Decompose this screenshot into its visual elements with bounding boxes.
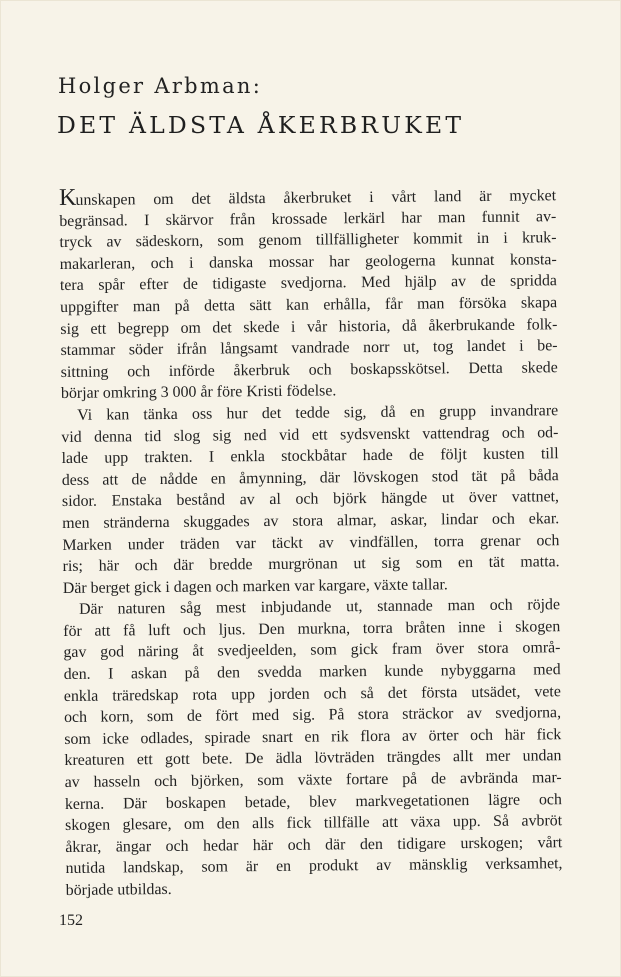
text-line: kreaturen ett gott bete. De ädla lövträden trängdes allt mer undan xyxy=(64,747,562,770)
text-line: stammar söder ifrån långsamt vandrade norr ut, tog landet i be- xyxy=(60,337,558,360)
text-line: gav god näring åt svedjeelden, som gick fram över stora områ- xyxy=(63,639,561,662)
text-line: skogen glesare, om den alls fick tillfälle att växa upp. Så avbröt xyxy=(65,812,563,835)
text-line: lade upp trakten. I enkla stockbåtar hade de följt kusten till xyxy=(61,445,559,468)
page-number: 152 xyxy=(59,912,83,929)
text-line: nutida landskap, som är en produkt av mänsklig verksamhet, xyxy=(65,855,563,878)
author-heading: Holger Arbman: xyxy=(58,74,263,98)
text-line: för att få luft och ljus. Den murkna, torra bråten inne i skogen xyxy=(63,618,561,640)
text-line: åkrar, ängar och hedar här och där den tidigare urskogen; vårt xyxy=(65,834,563,856)
text-line: dess att de nådde en åmynning, där lövskogen stod tät på båda xyxy=(61,466,559,489)
text-line: Där berget gick i dagen och marken var kargare, växte tallar. xyxy=(62,575,448,597)
body-text xyxy=(59,184,563,901)
text-line: Vi kan tänka oss hur det tedde sig, då en grupp invandrare xyxy=(77,402,559,424)
text-line: sig ett begrepp om det skede i vår historia, då åkerbrukande folk- xyxy=(60,315,558,338)
text-line: men stränderna skuggades av stora almar, askar, lindar och ekar. xyxy=(62,510,560,532)
text-line: börjar omkring 3 000 år före Kristi födelse. xyxy=(60,382,337,403)
text-line: Där naturen såg mest inbjudande ut, stannade man och röjde xyxy=(78,596,561,619)
text-line: Kunskapen om det äldsta åkerbruket i vårt land är mycket xyxy=(58,184,557,211)
text-line: makarleran, och i danska mossar har geologerna kunnat konsta- xyxy=(59,251,557,273)
text-line: och korn, som de fört med sig. På stora sträckor av svedjorna, xyxy=(63,704,562,727)
text-line: ris; här och där bredde murgrönan ut sig som en tät matta. xyxy=(62,553,560,576)
text-line: som icke odlades, spirade snart en rik flora av örter och här fick xyxy=(64,726,562,748)
text-line: uppgifter man på detta sätt kan erhålla, får man försöka skapa xyxy=(60,294,558,316)
text-line: vid denna tid slog sig ned vid ett sydsvenskt vattendrag och od- xyxy=(61,423,559,446)
text-line: Marken under träden var täckt av vindfällen, torra grenar och xyxy=(62,531,560,554)
chapter-title: DET ÄLDSTA ÅKERBRUKET xyxy=(57,111,465,139)
text-line: sidor. Enstaka bestånd av al och björk hängde ut över vattnet, xyxy=(61,488,560,511)
text-line: den. I askan på den svedda marken kunde nybyggarna med xyxy=(63,661,561,684)
drop-cap: K xyxy=(58,184,76,211)
text-line: sittning och införde åkerbruk och boskapsskötsel. Detta skede xyxy=(60,358,558,381)
text-line: begränsad. I skärvor från krossade lerkärl har man funnit av- xyxy=(59,207,557,230)
text-line: började utbildas. xyxy=(65,880,172,899)
text-line: tera spår efter de tidigaste svedjorna. Med hjälp av de spridda xyxy=(59,272,557,295)
text-line: tryck av sädeskorn, som genom tillfälligheter kommit in i kruk- xyxy=(59,229,557,252)
text-line: enkla träredskap rota upp jorden och så det första utsädet, vete xyxy=(63,682,561,705)
text-line: av hasseln och björken, som växte fortare på de avbrända mar- xyxy=(64,769,562,792)
text-line: kerna. Där boskapen betade, blev markvegetationen lägre och xyxy=(64,790,562,813)
